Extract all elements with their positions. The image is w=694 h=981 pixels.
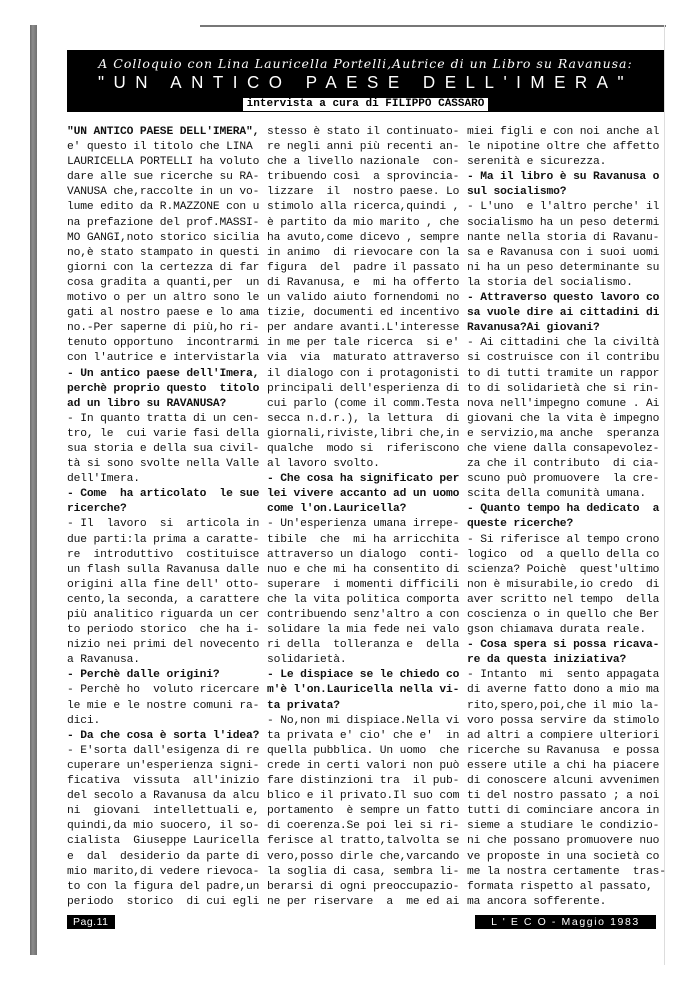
interview-question-line: come l'on.Lauricella? — [267, 503, 407, 516]
interview-question-line: sul socialismo? — [467, 186, 567, 199]
interview-question-line: - Che cosa ha significato per — [267, 473, 460, 486]
article-text-line: nante nella storia di Ravanu- — [467, 231, 660, 244]
article-text-line: cento,la seconda, a carattere — [67, 593, 260, 606]
article-text-line: tro, le cui varie fasi della — [67, 427, 260, 440]
article-text-line: sua storia e della sua civil- — [67, 442, 260, 455]
article-text-line: e' questo il titolo che LINA — [67, 141, 253, 154]
article-column-3 — [467, 125, 667, 910]
article-text-line: ta privata e' cio' che e' in — [267, 729, 460, 742]
article-text-line: e servizio,ma anche speranza — [467, 427, 660, 440]
article-text-line: cuperare un'esperienza signi- — [67, 759, 260, 772]
article-text-line: mio marito,di vedere rievoca- — [67, 865, 260, 878]
article-text-line: giorni con la certezza di far — [67, 261, 260, 274]
article-text-line: scita della comunità umana. — [467, 488, 646, 501]
article-text-line: quindi,da mio suocero, il so- — [67, 820, 260, 833]
article-text-line: crede in certi valori non può — [267, 759, 460, 772]
article-text-line: al lavoro svolto. — [267, 458, 380, 471]
article-text-line: re introduttivo costituisce — [67, 548, 260, 561]
article-text-line: - Un'esperienza umana irrepe- — [267, 518, 460, 531]
interview-question-line: ad un libro su RAVANUSA? — [67, 397, 227, 410]
article-text-line: stimolo alla ricerca,quindi , — [267, 201, 460, 214]
article-text-line: solidare la mia fede nei valo — [267, 624, 460, 637]
article-text-line: gati al nostro paese e lo ama — [67, 307, 260, 320]
page-number-label: Pag.11 — [67, 915, 115, 929]
article-text-line: due parti:la prima a caratte- — [67, 533, 260, 546]
article-text-line: - Il lavoro si articola in — [67, 518, 260, 531]
article-text-line: - No,non mi dispiace.Nella vi — [267, 714, 460, 727]
interview-question-line: - Quanto tempo ha dedicato a — [467, 503, 660, 516]
article-text-line: no.-Per saperne di più,ho ri- — [67, 322, 260, 335]
article-text-line: è partito da mio marito , che — [267, 216, 460, 229]
article-text-line: - In quanto tratta di un cen- — [67, 412, 260, 425]
article-text-line: ferisce al tratto,talvolta se — [267, 835, 460, 848]
article-text-line: ri della tolleranza e della — [267, 639, 460, 652]
article-text-line: con l'autrice e intervistarla — [67, 352, 260, 365]
interview-question-line: - Da che cosa è sorta l'idea? — [67, 729, 260, 742]
article-text-line: principali dell'esperienza di — [267, 382, 460, 395]
article-text-line: ad altri a compiere ulteriori — [467, 729, 660, 742]
article-text-line: MO GANGI,noto storico sicilia — [67, 231, 260, 244]
interview-question-line: ricerche? — [67, 503, 127, 516]
article-text-line: za che il contributo di cia- — [467, 458, 660, 471]
article-headline: "UN ANTICO PAESE DELL'IMERA" — [97, 72, 634, 93]
article-text-line: le mie e le nostre comuni ra- — [67, 699, 260, 712]
article-text-line: LAURICELLA PORTELLI ha voluto — [67, 156, 260, 169]
interview-question-line: - Cosa spera si possa ricava- — [467, 639, 660, 652]
article-text-line: lume edito da R.MAZZONE con u — [67, 201, 260, 214]
interview-question-line: sa vuole dire ai cittadini di — [467, 307, 660, 320]
article-text-line: - E'sorta dall'esigenza di re — [67, 744, 260, 757]
article-text-line: ni giovani intellettuali e, — [67, 805, 260, 818]
interview-question-line: m'è l'on.Lauricella nella vi- — [267, 684, 460, 697]
article-text-line: tizie, documenti ed incentivo — [267, 307, 460, 320]
article-text-line: ma ancora sofferente. — [467, 895, 607, 908]
article-text-line: coscienza o in quello che Ber — [467, 609, 660, 621]
article-text-line: to periodo storico che ha i- — [67, 624, 260, 637]
interview-question-line: - Attraverso questo lavoro co — [467, 292, 660, 305]
article-text-line: - L'uno e l'altro perche' il — [467, 201, 660, 214]
article-text-line: serenità e sicurezza. — [467, 156, 607, 169]
article-kicker: A Colloquio con Lina Lauricella Portelli,Autrice di un Libro su Ravanusa: — [98, 56, 633, 71]
article-text-line: ve proposte in una società co — [467, 850, 660, 863]
article-text-line: - Ai cittadini che la civiltà — [467, 337, 660, 350]
interview-question-line: re da questa iniziativa? — [467, 654, 627, 667]
page-top-border — [200, 25, 666, 27]
article-column-2 — [267, 125, 467, 910]
article-text-line: un valido aiuto fornendomi no — [267, 292, 460, 305]
interview-question-line: - Perchè dalle origini? — [67, 669, 220, 682]
article-text-line: nova nell'impegno comune . Ai — [467, 397, 660, 410]
article-text-line: motivo o per un altro sono le — [67, 292, 260, 305]
article-text-line: quella pubblica. Un uomo che — [267, 744, 460, 757]
interview-question-line: perchè proprio questo titolo — [67, 382, 260, 395]
article-text-line: un flash sulla Ravanusa dalle — [67, 563, 260, 576]
article-text-line: che la vita politica comporta — [267, 593, 460, 606]
article-text-line: di conoscere alcuni avvenimen — [467, 775, 660, 788]
article-text-line: qualche modo si riferiscono — [267, 442, 460, 455]
article-text-line: per andare avanti.L'interesse — [267, 322, 460, 335]
article-text-line: ne per riservare a me ed ai — [267, 895, 460, 908]
article-text-line: aver scritto nel tempo della — [467, 593, 660, 606]
article-text-line: nizio nei primi del novecento — [67, 639, 260, 652]
article-text-line: figura del padre il passato — [267, 261, 460, 274]
article-text-line: tutti di cominciare ancora in — [467, 805, 660, 818]
interview-question-line: - Come ha articolato le sue — [67, 488, 260, 501]
article-text-line: periodo storico di cui egli — [67, 895, 260, 908]
article-text-line: fare distinzioni tra il pub- — [267, 775, 460, 788]
article-text-line: in me per tale ricerca si e' — [267, 337, 460, 350]
article-text-line: non è misurabile,io credo di — [467, 578, 660, 591]
article-text-line: vero,posso dirle che,varcando — [267, 850, 460, 863]
article-text-line: portamento è sempre un fatto — [267, 805, 460, 818]
article-text-line: di coerenza.Se poi lei si ri- — [267, 820, 460, 833]
article-text-line: dare alle sue ricerche su RA- — [67, 171, 260, 184]
interview-question-line: lei vivere accanto ad un uomo — [267, 488, 460, 501]
article-text-line: essere utile a chi ha piacere — [467, 759, 660, 772]
article-header-banner — [67, 50, 664, 112]
article-text-line: - Intanto mi sento appagata — [467, 669, 660, 682]
article-text-line: voro possa servire da stimolo — [467, 714, 660, 727]
article-text-line: na prefazione del prof.MASSI- — [67, 216, 260, 229]
article-text-line: ha avuto,come dicevo , sempre — [267, 231, 460, 244]
article-text-line: tà si sono svolte nella Valle — [67, 458, 260, 471]
article-text-line: berarsi di ogni preoccupazio- — [267, 880, 460, 893]
article-text-line: contribuendo senz'altro a con — [267, 609, 460, 621]
article-text-line: secca n.d.r.), la lettura di — [267, 412, 460, 425]
article-text-line: tribuendo così a sprovincia- — [267, 171, 460, 184]
article-text-line: la storia del socialismo. — [467, 276, 633, 289]
page-binding-edge — [30, 25, 37, 955]
article-text-line: logico od a quello della co — [467, 548, 660, 561]
article-text-line: ti del nostro passato ; a noi — [467, 790, 660, 803]
issue-date-label: L ' E C O - Maggio 1983 — [475, 915, 656, 929]
article-text-line: sa e Ravanusa con i suoi uomi — [467, 246, 660, 259]
article-text-line: del secolo a Ravanusa da alcu — [67, 790, 260, 803]
article-text-line: nuo e che mi ha consentito di — [267, 563, 460, 576]
article-text-line: miei figli e con noi anche al — [467, 126, 660, 138]
article-text-line: - Si riferisce al tempo crono — [467, 533, 660, 546]
article-text-line: ficativa vissuta all'inizio — [67, 775, 260, 788]
article-text-line: re negli anni più recenti an- — [267, 141, 460, 154]
article-text-line: socialismo ha un peso determi — [467, 216, 660, 229]
article-text-line: origini alla fine dell' otto- — [67, 578, 260, 591]
interview-question-line: ta privata? — [267, 699, 340, 712]
article-text-line: rito,spero,poi,che il mio la- — [467, 699, 660, 712]
interview-question-line: "UN ANTICO PAESE DELL'IMERA", — [67, 126, 260, 138]
article-text-line: dici. — [67, 714, 101, 727]
article-text-line: superare i momenti difficili — [267, 578, 460, 591]
article-text-line: il dialogo con i protagonisti — [267, 367, 460, 380]
article-text-line: e dal desiderio da parte di — [67, 850, 260, 863]
article-text-line: cialista Giuseppe Lauricella — [67, 835, 260, 848]
article-text-line: che viene dalla consapevolez- — [467, 442, 660, 455]
article-text-line: dell'Imera. — [67, 473, 140, 486]
article-text-line: cosa gradita a quanti,per un — [67, 276, 260, 289]
article-text-line: sieme a studiare le condizio- — [467, 820, 660, 833]
article-text-line: cui parlo (come il comm.Testa — [267, 397, 460, 410]
article-text-line: di Ravanusa, e mi ha offerto — [267, 276, 460, 289]
article-text-line: la soglia di casa, sembra li- — [267, 865, 460, 878]
article-text-line: to di tutti tramite un rappor — [467, 367, 660, 380]
article-text-line: che a livello nazionale con- — [267, 156, 460, 169]
article-text-line: scienza? Poichè quest'ultimo — [467, 563, 660, 576]
article-text-line: giovani che la vita è impegno — [467, 412, 660, 425]
article-text-line: formata rispetto al passato, — [467, 880, 653, 893]
interview-question-line: Ravanusa?Ai giovani? — [467, 322, 600, 335]
article-text-line: VANUSA che,raccolte in un vo- — [67, 186, 260, 199]
interview-question-line: - Ma il libro è su Ravanusa o — [467, 171, 660, 184]
article-text-line: no,è stato stampato in questi — [67, 246, 260, 259]
article-text-line: ricerche su Ravanusa e possa — [467, 744, 660, 757]
interview-question-line: - Un antico paese dell'Imera, — [67, 367, 260, 380]
article-text-line: ni che possano promuovere nuo — [467, 835, 660, 848]
article-text-line: stesso è stato il continuato- — [267, 126, 460, 138]
article-text-line: blico e il privato.Il suo com — [267, 790, 460, 803]
article-text-line: me la nostra certamente tras- — [467, 865, 666, 878]
article-text-line: in animo di rievocare con la — [267, 246, 460, 259]
article-text-line: - Perchè ho voluto ricercare — [67, 684, 260, 697]
article-text-line: via via maturato attraverso — [267, 352, 460, 365]
article-text-line: giornali,riviste,libri che,in — [267, 427, 460, 440]
article-text-line: attraverso un dialogo conti- — [267, 548, 460, 561]
article-text-line: to di solidarietà che si rin- — [467, 382, 660, 395]
article-text-line: le nipotine oltre che affetto — [467, 141, 660, 154]
article-text-line: più analitico riguarda un cer — [67, 609, 260, 621]
interview-question-line: queste ricerche? — [467, 518, 574, 531]
interview-question-line: - Le dispiace se le chiedo co — [267, 669, 460, 682]
article-text-line: lizzare il nostro paese. Lo — [267, 186, 460, 199]
article-text-line: scuno può promuovere la cre- — [467, 473, 660, 486]
article-text-line: gson chiamava durata reale. — [467, 624, 646, 637]
article-text-line: tibile che mi ha arricchita — [267, 533, 460, 546]
article-text-line: a Ravanusa. — [67, 654, 140, 667]
article-text-line: di averne fatto dono a mio ma — [467, 684, 660, 697]
article-text-line: si costruisce con il contribu — [467, 352, 660, 365]
article-byline: intervista a cura di FILIPPO CASSARO — [243, 98, 489, 111]
article-text-line: tenuto opportuno incontrarmi — [67, 337, 260, 350]
article-text-line: solidarietà. — [267, 654, 347, 667]
article-column-1 — [67, 125, 267, 910]
article-text-line: ni ha un peso determinante su — [467, 261, 660, 274]
article-text-line: to con la figura del padre,un — [67, 880, 260, 893]
